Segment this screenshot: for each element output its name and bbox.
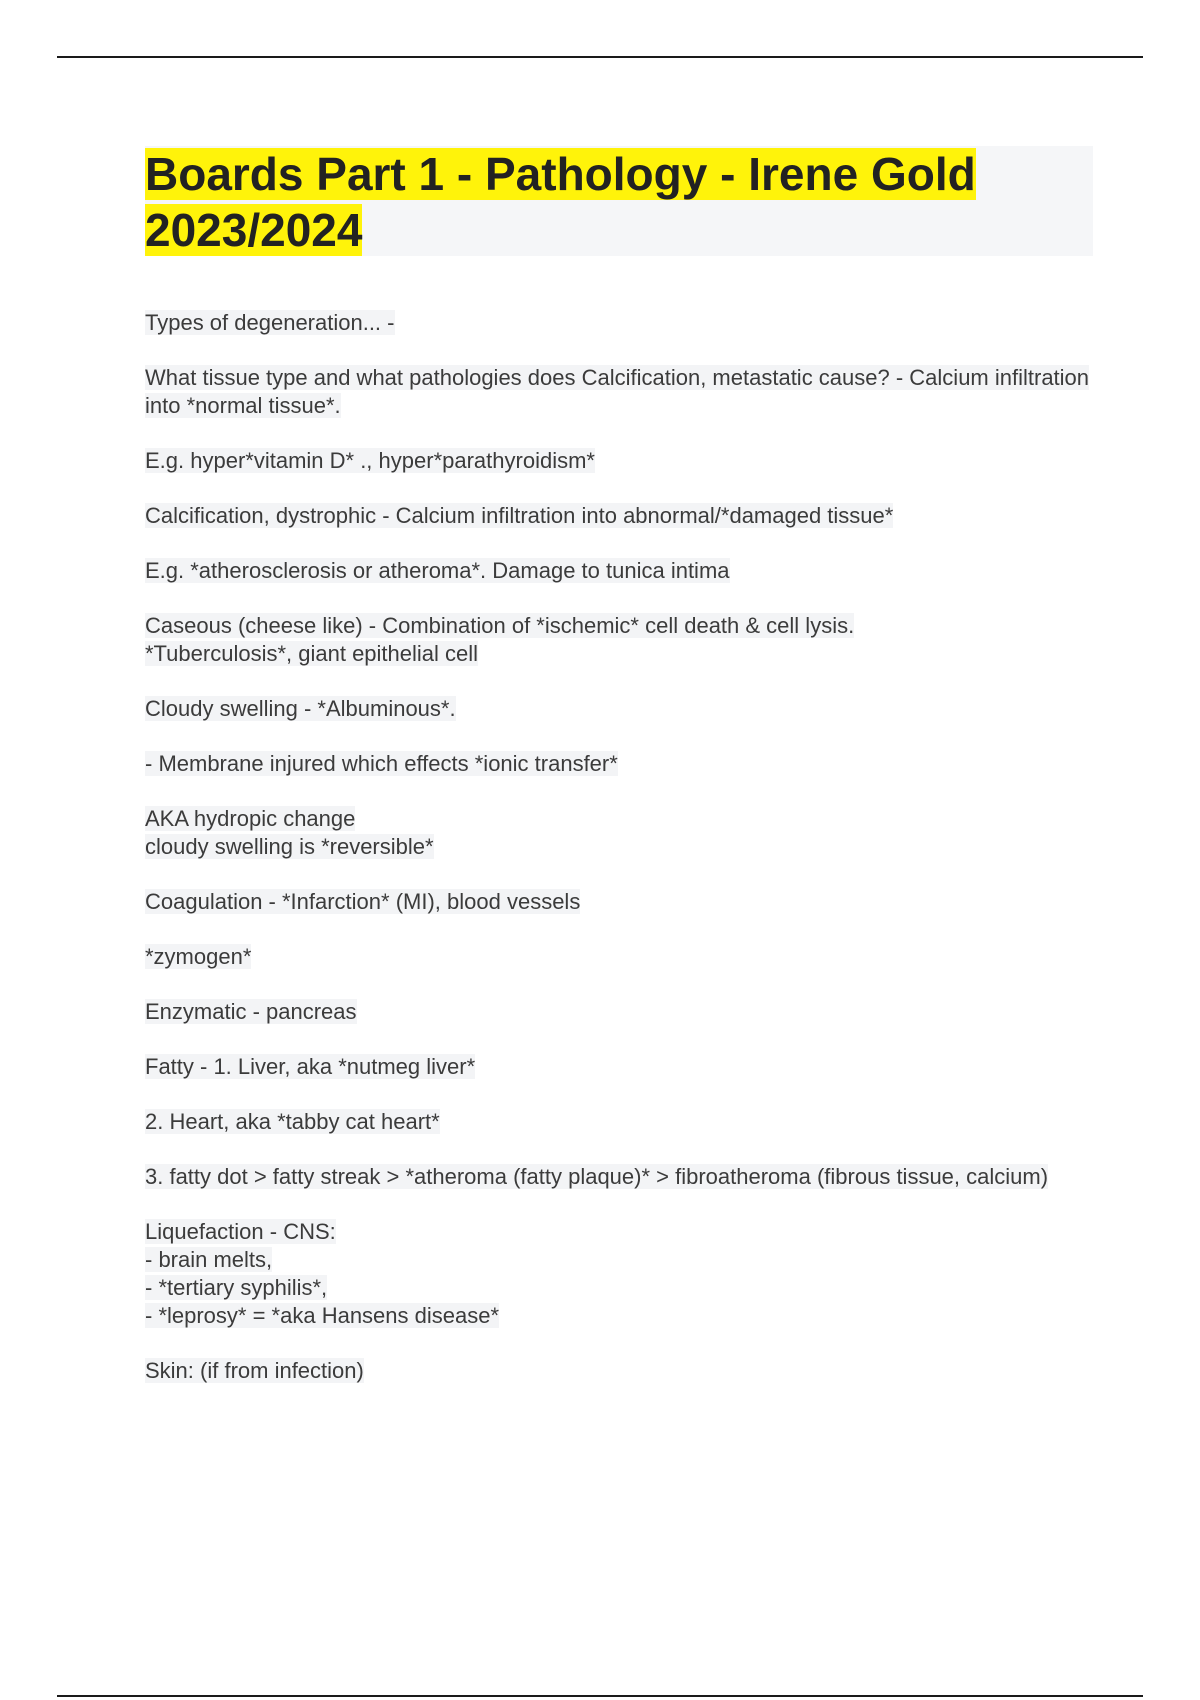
paragraph-line: Enzymatic - pancreas bbox=[145, 999, 357, 1024]
page-title bbox=[145, 146, 1093, 258]
paragraph bbox=[145, 447, 1095, 475]
paragraph bbox=[145, 1163, 1095, 1191]
title-block bbox=[145, 146, 1093, 256]
title-highlight: Boards Part 1 - Pathology - Irene Gold 2023/2024 bbox=[145, 148, 976, 256]
paragraph-line: What tissue type and what pathologies does Calcification, metastatic cause? - Calcium infiltration into *normal tissue*. bbox=[145, 365, 1090, 418]
paragraph-line: *Tuberculosis*, giant epithelial cell bbox=[145, 641, 479, 666]
paragraph bbox=[145, 1108, 1095, 1136]
document-body bbox=[145, 309, 1095, 1412]
paragraph-line: 2. Heart, aka *tabby cat heart* bbox=[145, 1109, 440, 1134]
paragraph bbox=[145, 805, 1095, 861]
paragraph bbox=[145, 1053, 1095, 1081]
paragraph bbox=[145, 1218, 1095, 1330]
paragraph-line: Liquefaction - CNS: bbox=[145, 1219, 336, 1244]
paragraph-line: cloudy swelling is *reversible* bbox=[145, 834, 434, 859]
paragraph bbox=[145, 998, 1095, 1026]
paragraph-line: - Membrane injured which effects *ionic transfer* bbox=[145, 751, 618, 776]
paragraph bbox=[145, 557, 1095, 585]
paragraph bbox=[145, 888, 1095, 916]
paragraph-line: Calcification, dystrophic - Calcium infiltration into abnormal/*damaged tissue* bbox=[145, 503, 894, 528]
paragraph bbox=[145, 943, 1095, 971]
paragraph bbox=[145, 695, 1095, 723]
paragraph-line: - *tertiary syphilis*, bbox=[145, 1275, 328, 1300]
top-rule bbox=[57, 56, 1143, 58]
paragraph-line: Coagulation - *Infarction* (MI), blood vessels bbox=[145, 889, 581, 914]
paragraph bbox=[145, 1357, 1095, 1385]
paragraph-line: *zymogen* bbox=[145, 944, 252, 969]
paragraph-line: 3. fatty dot > fatty streak > *atheroma (fatty plaque)* > fibroatheroma (fibrous tissue, calcium) bbox=[145, 1164, 1049, 1189]
bottom-rule bbox=[57, 1695, 1143, 1697]
paragraph-line: - *leprosy* = *aka Hansens disease* bbox=[145, 1303, 500, 1328]
paragraph-line: Fatty - 1. Liver, aka *nutmeg liver* bbox=[145, 1054, 476, 1079]
paragraph-line: Caseous (cheese like) - Combination of *ischemic* cell death & cell lysis. bbox=[145, 613, 855, 638]
paragraph bbox=[145, 364, 1095, 420]
paragraph-line: E.g. *atherosclerosis or atheroma*. Damage to tunica intima bbox=[145, 558, 730, 583]
paragraph-line: Cloudy swelling - *Albuminous*. bbox=[145, 696, 456, 721]
paragraph bbox=[145, 502, 1095, 530]
paragraph-line: AKA hydropic change bbox=[145, 806, 356, 831]
paragraph bbox=[145, 612, 1095, 668]
paragraph-line: E.g. hyper*vitamin D* ., hyper*parathyroidism* bbox=[145, 448, 595, 473]
paragraph-line: - brain melts, bbox=[145, 1247, 273, 1272]
paragraph-line: Types of degeneration... - bbox=[145, 310, 395, 335]
paragraph bbox=[145, 750, 1095, 778]
paragraph-line: Skin: (if from infection) bbox=[145, 1358, 364, 1383]
paragraph bbox=[145, 309, 1095, 337]
